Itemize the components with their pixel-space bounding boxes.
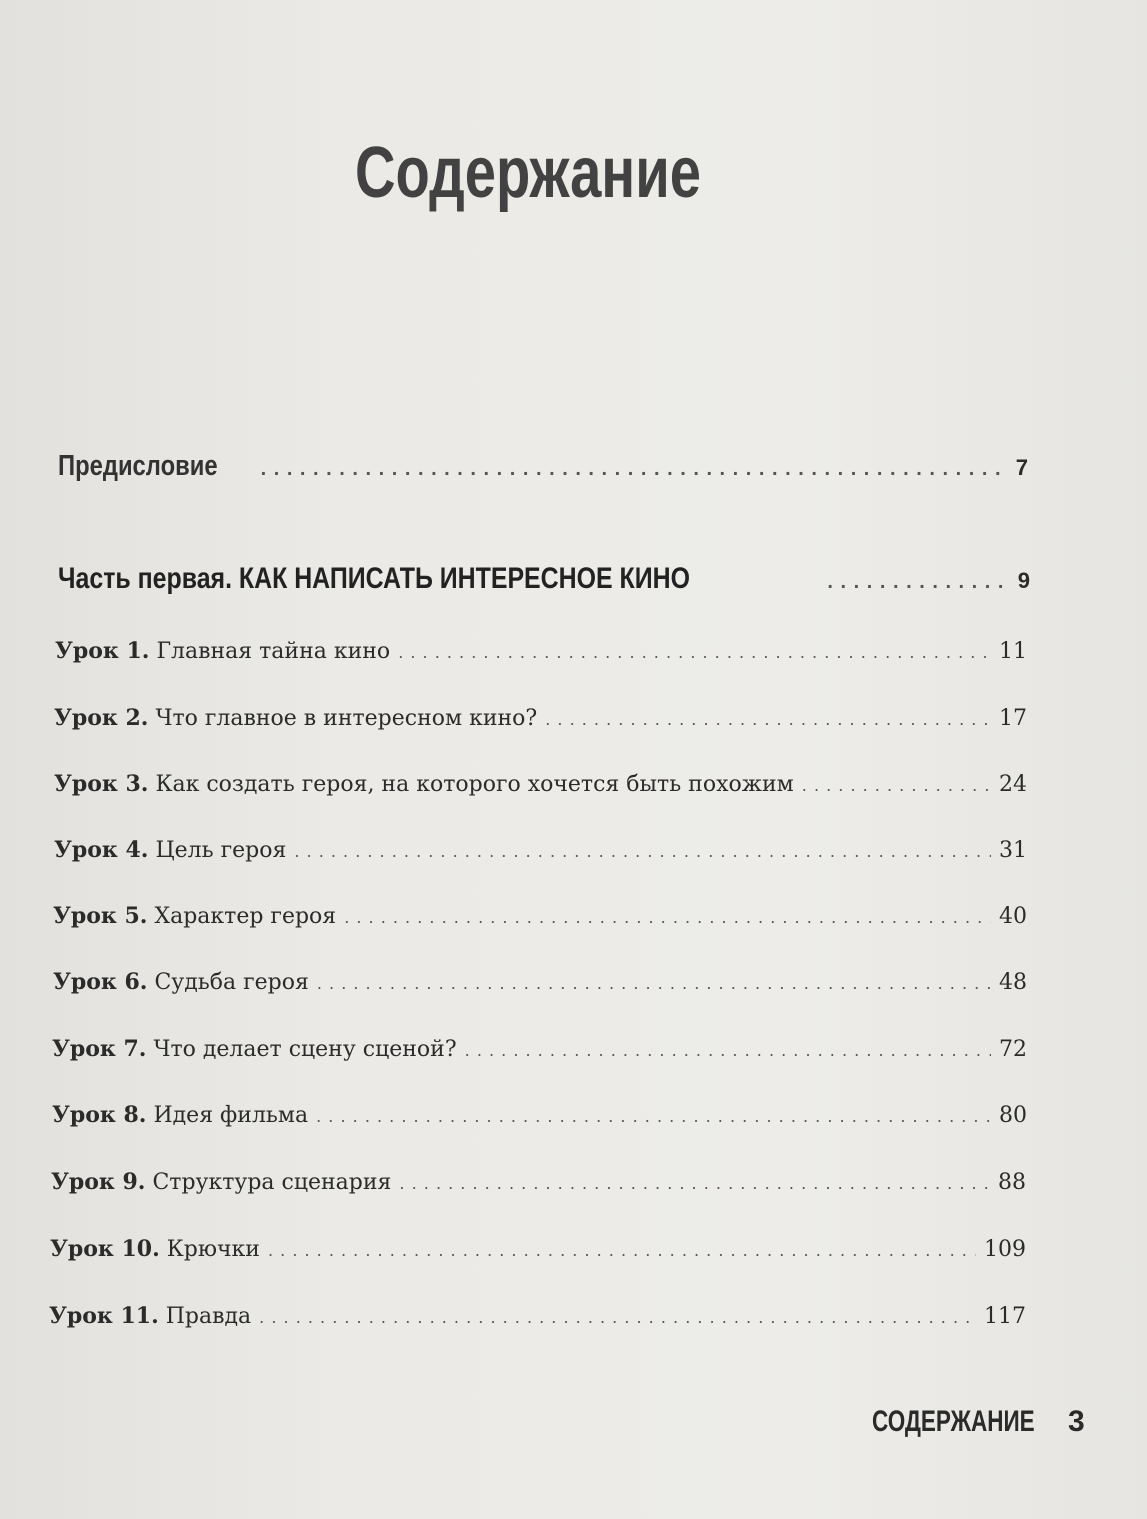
toc-page-number: 17 <box>999 706 1027 731</box>
toc-page-number: 117 <box>984 1304 1026 1329</box>
lesson-title: Правда <box>165 1304 252 1329</box>
lesson-number: Урок 11. <box>49 1303 159 1329</box>
lesson-number: Урок 2. <box>54 705 149 731</box>
lesson-title: Что главное в интересном кино? <box>155 706 538 731</box>
dot-leader <box>316 1107 991 1126</box>
lesson-title: Судьба героя <box>154 970 309 995</box>
dot-leader <box>802 776 991 795</box>
toc-page-number: 88 <box>998 1170 1026 1195</box>
toc-entry-lesson <box>52 1102 1027 1128</box>
page-number: 3 <box>1068 1405 1085 1438</box>
dot-leader <box>317 974 991 993</box>
toc-page-number: 31 <box>999 838 1027 863</box>
lesson-number: Урок 9. <box>51 1169 146 1195</box>
toc-part-label: Часть первая. КАК НАПИСАТЬ ИНТЕРЕСНОЕ КИНО <box>58 562 690 595</box>
toc-entry-lesson <box>54 705 1027 731</box>
lesson-number: Урок 6. <box>53 969 148 995</box>
lesson-number: Урок 8. <box>52 1102 147 1128</box>
dot-leader <box>465 1041 991 1060</box>
lesson-number: Урок 5. <box>53 903 148 929</box>
toc-page-number: 24 <box>999 772 1027 797</box>
toc-entry-lesson <box>53 969 1027 995</box>
dot-leader <box>261 458 1008 481</box>
lesson-title: Как создать героя, на которого хочется быть похожим <box>155 772 794 797</box>
dot-leader <box>259 1308 976 1327</box>
lesson-title: Цель героя <box>155 838 287 863</box>
dot-leader <box>268 1241 976 1260</box>
toc-entry-lesson <box>49 1303 1026 1329</box>
page-title: Содержание <box>355 133 701 213</box>
lesson-number: Урок 7. <box>52 1036 147 1062</box>
dot-leader <box>294 842 991 861</box>
toc-page-number: 11 <box>999 639 1027 664</box>
toc-entry-lesson <box>54 771 1027 797</box>
toc-page-number: 40 <box>999 904 1027 929</box>
lesson-title: Идея фильма <box>153 1103 309 1128</box>
toc-entry-label: Предисловие <box>58 450 218 482</box>
dot-leader <box>398 643 991 662</box>
toc-entry-part-one <box>58 562 1030 596</box>
toc-entry-lesson <box>55 638 1027 664</box>
footer-section-label: СОДЕРЖАНИЕ <box>872 1405 1035 1438</box>
dot-leader <box>827 571 1009 594</box>
dot-leader <box>545 710 991 729</box>
lesson-title: Структура сценария <box>152 1170 392 1195</box>
toc-entry-preface <box>58 450 1028 483</box>
toc-page-number: 48 <box>999 970 1027 995</box>
lesson-number: Урок 1. <box>55 638 150 664</box>
toc-entry-lesson <box>54 837 1027 863</box>
dot-leader <box>344 908 991 927</box>
lesson-title: Характер героя <box>154 904 337 929</box>
lesson-number: Урок 3. <box>54 771 149 797</box>
lesson-number: Урок 10. <box>50 1236 160 1262</box>
toc-page-number: 7 <box>1015 455 1028 480</box>
toc-page-number: 80 <box>999 1103 1027 1128</box>
toc-entry-lesson <box>51 1169 1026 1195</box>
toc-entry-lesson <box>52 1036 1027 1062</box>
running-footer <box>872 1405 1089 1439</box>
toc-page-number: 9 <box>1017 568 1030 593</box>
dot-leader <box>399 1174 990 1193</box>
toc-page-number: 109 <box>984 1237 1026 1262</box>
toc-entry-lesson <box>53 903 1027 929</box>
toc-page-number: 72 <box>999 1037 1027 1062</box>
lesson-title: Что делает сцену сценой? <box>153 1037 457 1062</box>
lesson-title: Крючки <box>166 1237 260 1262</box>
lesson-title: Главная тайна кино <box>156 639 391 664</box>
lesson-number: Урок 4. <box>54 837 149 863</box>
toc-entry-lesson <box>50 1236 1026 1262</box>
